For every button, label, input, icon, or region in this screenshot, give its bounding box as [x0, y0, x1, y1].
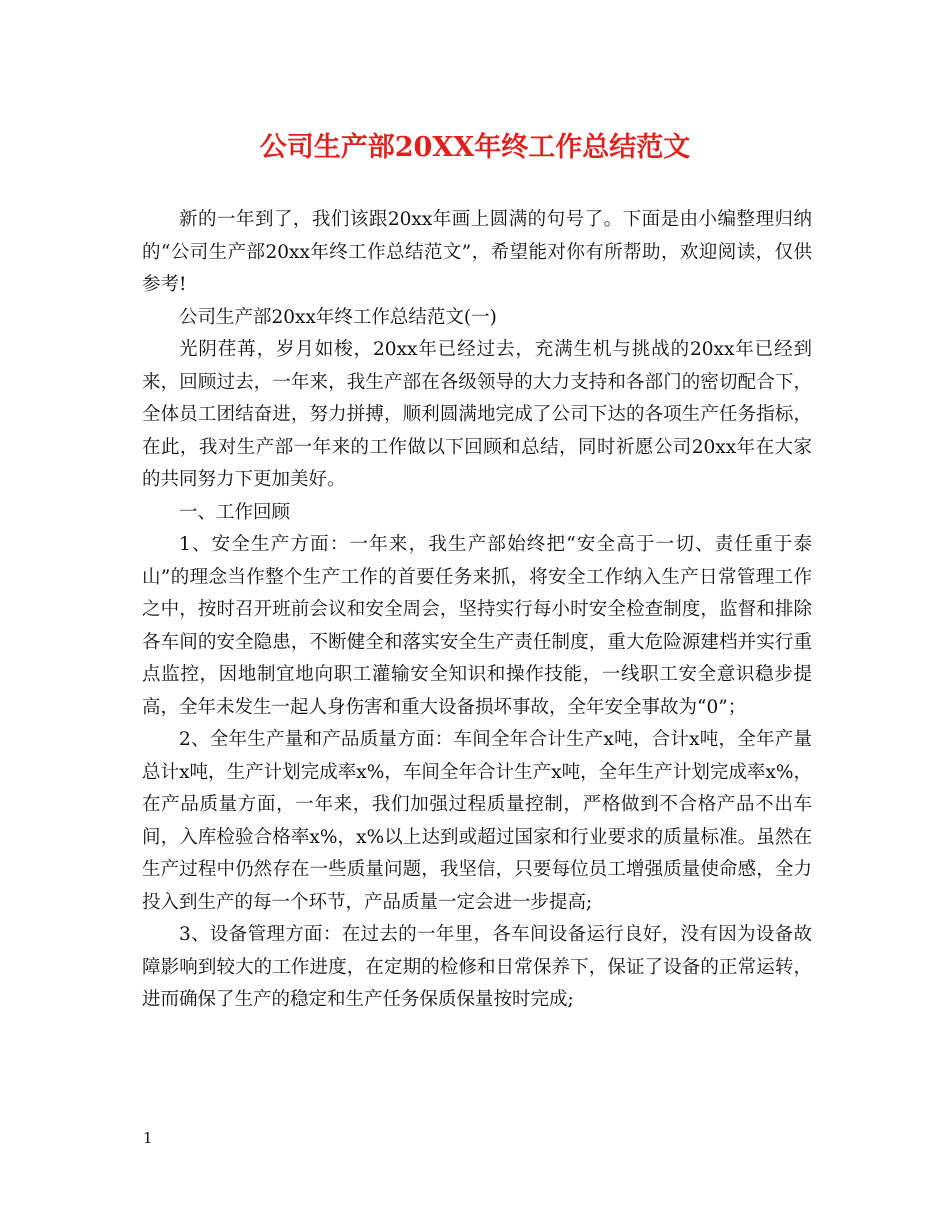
- intro-paragraph: 新的一年到了，我们该跟20xx年画上圆满的句号了。下面是由小编整理归纳的“公司生产部20xx年终工作总结范文”，希望能对你有所帮助，欢迎阅读，仅供参考!: [142, 209, 812, 295]
- body-paragraph-overview: 光阴荏苒，岁月如梭，20xx年已经过去，充满生机与挑战的20xx年已经到来，回顾过去，一年来，我生产部在各级领导的大力支持和各部门的密切配合下，全体员工团结奋进，努力拼搏，顺利圆满地完成了公司下达的各项生产任务指标，在此，我对生产部一年来的工作做以下回顾和总结，同时祈愿公司20xx年在大家的共同努力下更加美好。: [142, 339, 812, 490]
- section-heading-sample-one: 公司生产部20xx年终工作总结范文(一): [179, 306, 497, 328]
- body-paragraph-output-quality: 2、全年生产量和产品质量方面：车间全年合计生产x吨，合计x吨，全年产量总计x吨，生产计划完成率x%，车间全年合计生产x吨，全年生产计划完成率x%，在产品质量方面，一年来，我们加强过程质量控制，严格做到不合格产品不出车间，入库检验合格率x%，x%以上达到或超过国家和行业要求的质量标准。虽然在生产过程中仍然存在一些质量问题，我坚信，只要每位员工增强质量使命感，全力投入到生产的每一个环节，产品质量一定会进一步提高;: [142, 729, 812, 913]
- document-body: [142, 204, 812, 1017]
- document-title: 公司生产部20XX年终工作总结范文: [259, 132, 691, 163]
- page-number: 1: [143, 1129, 153, 1147]
- body-paragraph-safety: 1、安全生产方面：一年来，我生产部始终把“安全高于一切、责任重于泰山”的理念当作整个生产工作的首要任务来抓，将安全工作纳入生产日常管理工作之中，按时召开班前会议和安全周会，坚持实行每小时安全检查制度，监督和排除各车间的安全隐患，不断健全和落实安全生产责任制度，重大危险源建档并实行重点监控，因地制宜地向职工灌输安全知识和操作技能，一线职工安全意识稳步提高，全年未发生一起人身伤害和重大设备损坏事故，全年安全事故为“0”；: [142, 534, 812, 718]
- section-heading-work-review: 一、工作回顾: [179, 501, 291, 523]
- body-paragraph-equipment: 3、设备管理方面：在过去的一年里，各车间设备运行良好，没有因为设备故障影响到较大的工作进度，在定期的检修和日常保养下，保证了设备的正常运转，进而确保了生产的稳定和生产任务保质保量按时完成;: [142, 924, 812, 1010]
